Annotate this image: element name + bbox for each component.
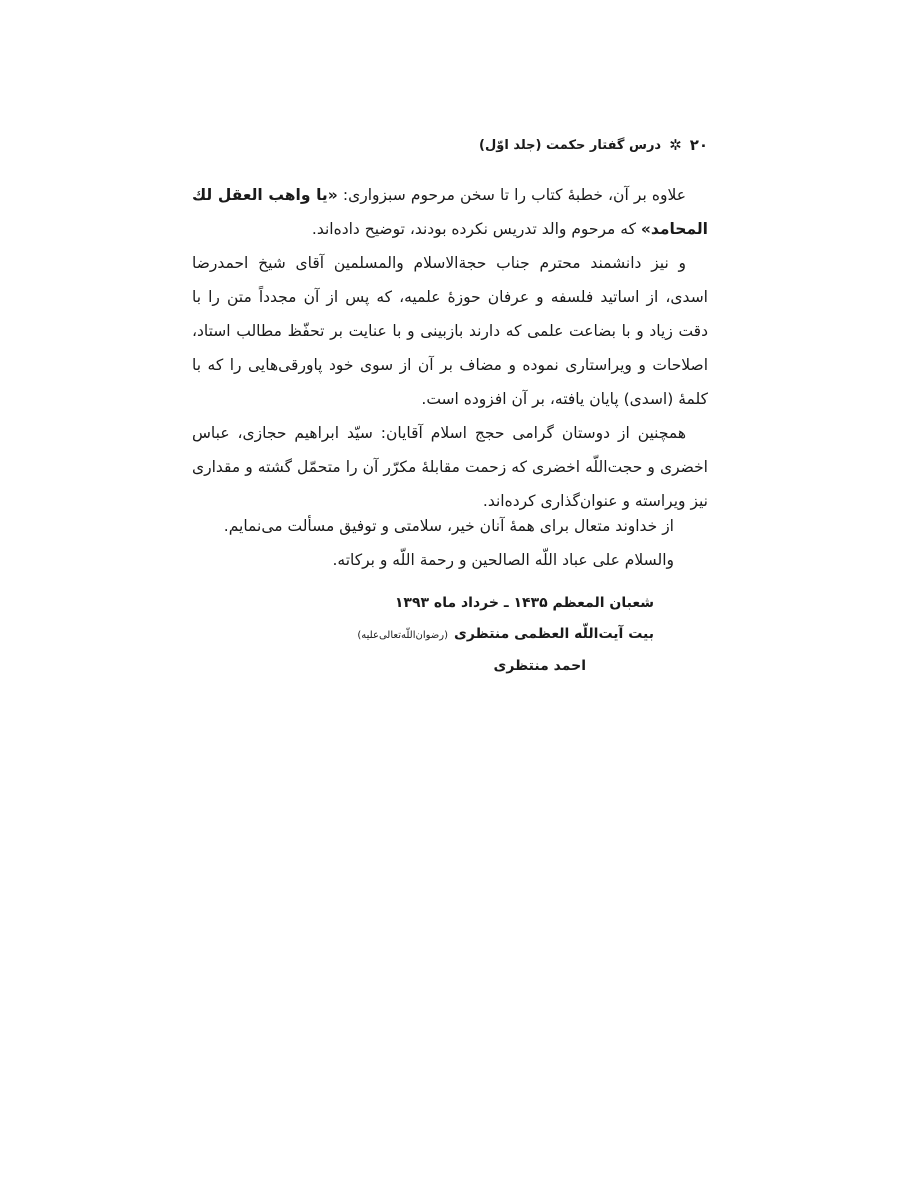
signature-date: شعبان المعظم ۱۴۳۵ ـ خرداد ماه ۱۳۹۳ [394, 595, 654, 611]
signature-office-line [357, 619, 654, 651]
closing-lines [200, 509, 700, 577]
running-title: درس گفتار حکمت (جلد اوّل) [479, 137, 662, 153]
paragraph-1-text-before: علاوه بر آن، خطبهٔ کتاب را تا سخن مرحوم سبزواری: [337, 186, 687, 204]
running-header [479, 136, 708, 154]
page-number: ۲۰ [689, 136, 708, 154]
paragraph-1 [192, 178, 708, 246]
paragraph-3: همچنین از دوستان گرامی حجج اسلام آقایان: سیّد ابراهیم حجازی، عباس اخضری و حجت‌اللّه اخضری که زحمت مقابلهٔ مکرّر آن را متحمّل گشته و مقداری نیز ویراسته و عنوان‌گذاری کرده‌اند. [192, 424, 708, 510]
quoted-verse: «یا واهب العقل لك المحامد» [192, 186, 708, 238]
signature-name: احمد منتظری [493, 658, 586, 674]
signature-block [357, 588, 654, 682]
signature-honorific: (رضوان‌اللّه‌تعالی‌علیه) [357, 630, 449, 641]
flower-ornament-icon: ✲ [669, 135, 682, 154]
paragraph-1-text-after: که مرحوم والد تدریس نکرده بودند، توضیح داده‌اند. [311, 220, 641, 238]
closing-prayer: از خداوند متعال برای همهٔ آنان خیر، سلامتی و توفیق مسألت می‌نمایم. [223, 517, 674, 535]
signature-office: بیت آیت‌اللّه العظمی منتظری [454, 626, 654, 642]
body-text [192, 178, 708, 518]
paragraph-2: و نیز دانشمند محترم جناب حجةالاسلام والمسلمین آقای شیخ احمدرضا اسدی، از اساتید فلسفه و عرفان حوزهٔ علمیه، که پس از آن مجدداً متن را با دقت زیاد و با بضاعت علمی که دارند بازبینی و با عنایت بر تحفّظ مطالب استاد، اصلاحات و ویراستاری نموده و مضاف بر آن از سوی خود پاورقی‌هایی را که با کلمهٔ (اسدی) پایان یافته، بر آن افزوده است. [192, 254, 708, 408]
closing-salutation: والسلام علی عباد اللّه الصالحین و رحمة اللّه و برکاته. [332, 551, 674, 569]
